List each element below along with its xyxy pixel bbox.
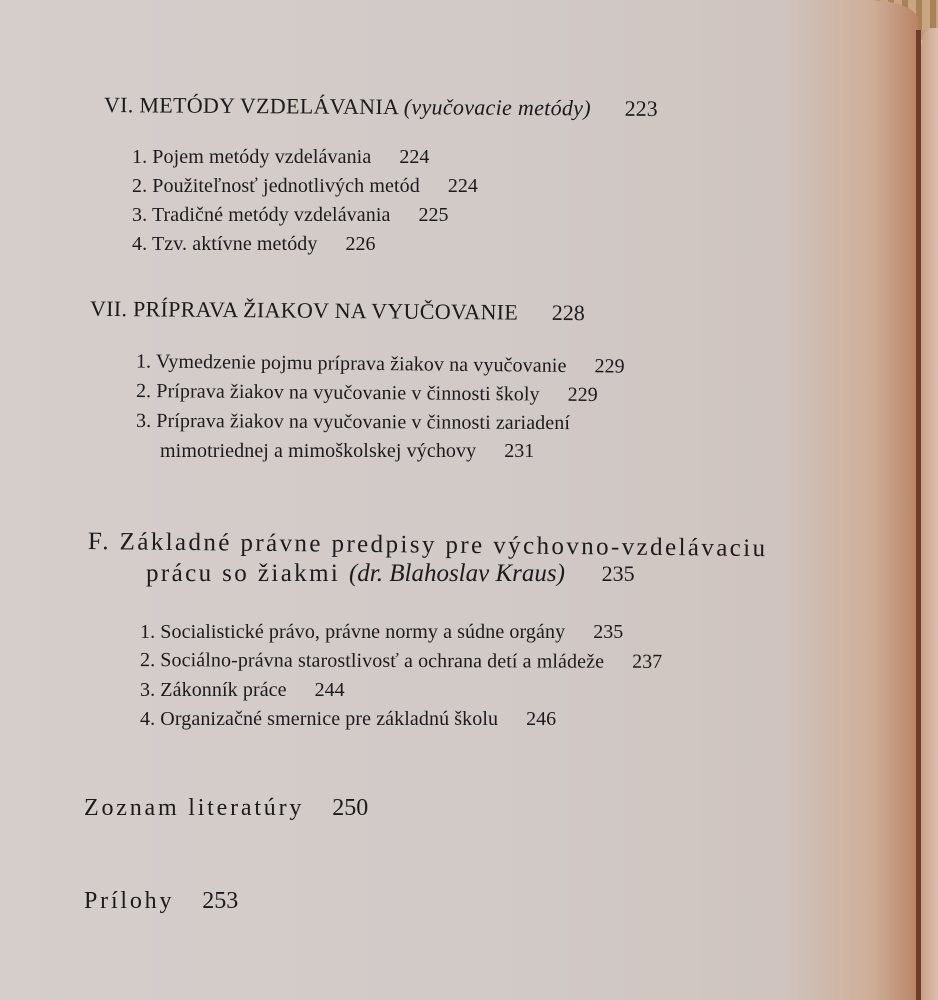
toc-entry: 1. Vymedzenie pojmu príprava žiakov na vyučovanie 229: [135, 350, 625, 378]
chapter-vii-heading: [90, 296, 585, 326]
part-f-heading-continuation: prácu so žiakmi (dr. Blahoslav Kraus) 235: [146, 560, 635, 587]
chapter-vi-heading: [104, 92, 658, 122]
page-number: 228: [551, 299, 585, 326]
toc-entry: 2. Sociálno-právna starostlivosť a ochrana detí a mládeže 237: [139, 649, 663, 673]
book-gutter: [916, 30, 921, 1000]
appendices-entry: Prílohy 253: [84, 888, 239, 914]
page-number: 223: [624, 95, 658, 121]
toc-entry: 1. Pojem metódy vzdelávania 224: [132, 146, 430, 168]
part-title: F. Základné právne predpisy pre výchovno-vzdelávaciu: [87, 528, 768, 563]
toc-entry: 4. Organizačné smernice pre základnú školu 246: [140, 708, 557, 730]
toc-entry: 3. Tradičné metódy vzdelávania 225: [132, 204, 449, 226]
chapter-title: VI. METÓDY VZDELÁVANIA: [103, 92, 399, 120]
toc-entry: 2. Príprava žiakov na vyučovanie v činnosti školy 229: [135, 379, 598, 407]
facing-page-edge: [921, 28, 938, 1000]
toc-entry: 2. Použiteľnosť jednotlivých metód 224: [132, 175, 478, 197]
author: (dr. Blahoslav Kraus): [348, 560, 565, 587]
bibliography-entry: Zoznam literatúry 250: [84, 795, 369, 821]
chapter-subtitle: (vyučovacie metódy): [403, 94, 592, 121]
toc-entry: 3. Príprava žiakov na vyučovanie v činnosti zariadení: [135, 409, 571, 435]
page-number: 235: [601, 561, 635, 586]
toc-entry-continuation: mimotriednej a mimoškolskej výchovy 231: [160, 440, 535, 462]
toc-entry: 1. Socialistické právo, právne normy a súdne orgány 235: [140, 621, 624, 643]
toc-entry: 4. Tzv. aktívne metódy 226: [132, 233, 376, 255]
toc-entry: 3. Zákonník práce 244: [140, 679, 345, 701]
chapter-title: VII. PRÍPRAVA ŽIAKOV NA VYUČOVANIE: [89, 295, 519, 325]
